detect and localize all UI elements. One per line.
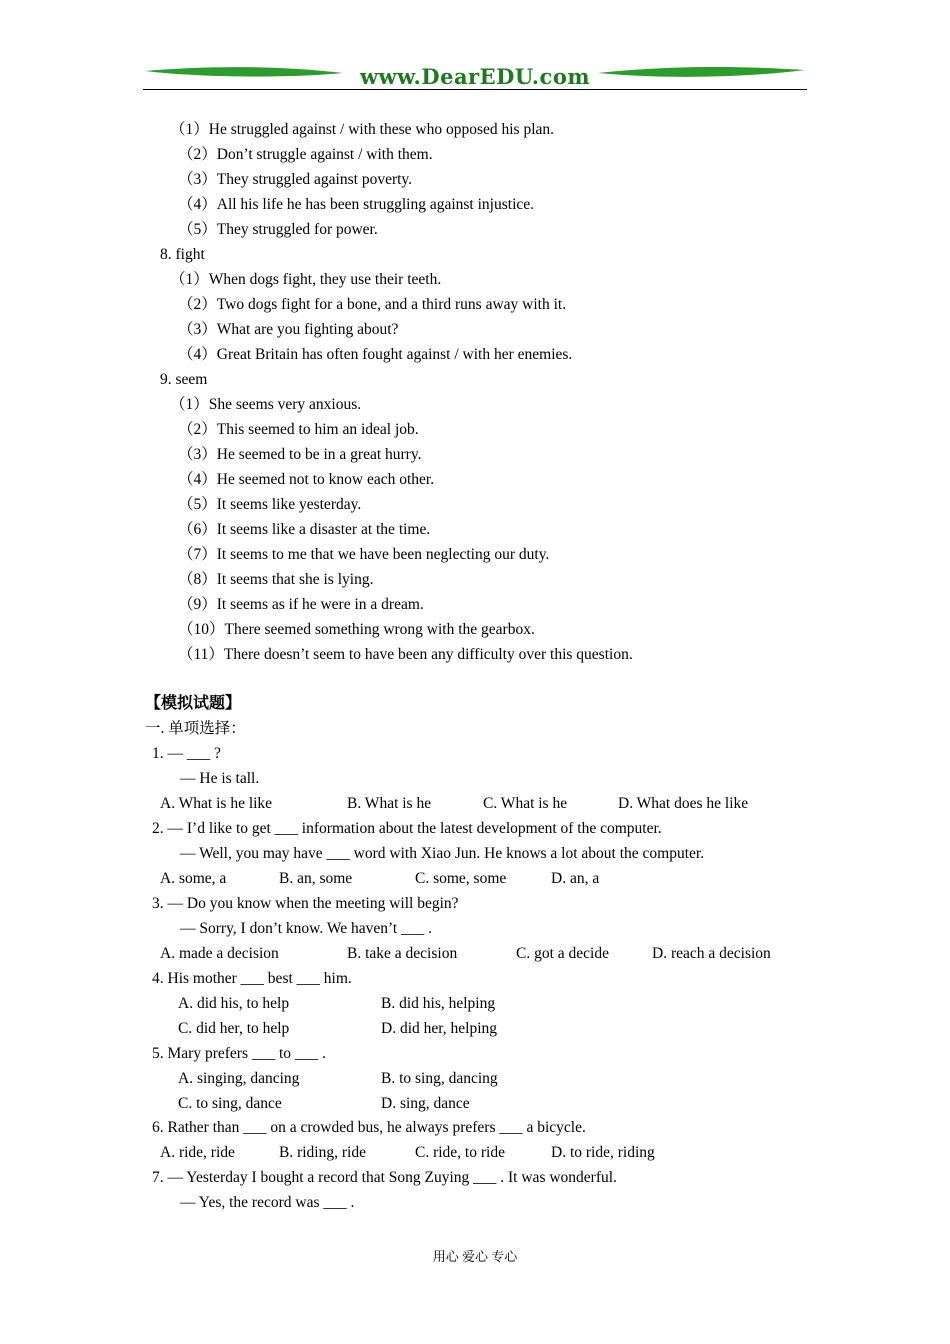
fight-example-1: （1）When dogs fight, they use their teeth. <box>170 271 442 288</box>
page-footer: 用心 爱心 专心 <box>432 1249 518 1264</box>
seem-title: 9. seem <box>160 371 208 388</box>
section-heading: 【模拟试题】 <box>145 695 242 712</box>
fight-title: 8. fight <box>160 246 205 263</box>
q2-option-a: A. some, a <box>160 870 227 887</box>
fight-example-4: （4）Great Britain has often fought against / with her enemies. <box>178 346 573 363</box>
page-header <box>143 62 807 92</box>
seem-example-11: （11）There doesn’t seem to have been any difficulty over this question. <box>178 646 633 663</box>
header-rule <box>143 89 807 90</box>
q7-stem: 7. — Yesterday I bought a record that Song Zuying ___ . It was wonderful. <box>152 1169 617 1186</box>
q1-option-b: B. What is he <box>347 795 432 812</box>
q6-option-b: B. riding, ride <box>279 1144 366 1161</box>
q3-option-d: D. reach a decision <box>652 945 771 962</box>
q4-option-b: B. did his, helping <box>381 995 496 1012</box>
q6-option-d: D. to ride, riding <box>551 1144 655 1161</box>
seem-example-5: （5）It seems like yesterday. <box>178 496 362 513</box>
q1-option-a: A. What is he like <box>160 795 273 812</box>
q4-stem: 4. His mother ___ best ___ him. <box>152 970 352 987</box>
fight-example-3: （3）What are you fighting about? <box>178 321 399 338</box>
q3-option-c: C. got a decide <box>516 945 609 962</box>
seem-example-10: （10）There seemed something wrong with the gearbox. <box>178 621 535 638</box>
q2-option-c: C. some, some <box>415 870 507 887</box>
q2-stem: 2. — I’d like to get ___ information about the latest development of the computer. <box>152 820 662 837</box>
q4-option-d: D. did her, helping <box>381 1020 498 1037</box>
q3-option-a: A. made a decision <box>160 945 279 962</box>
q5-option-d: D. sing, dance <box>381 1095 470 1112</box>
q3-reply: — Sorry, I don’t know. We haven’t ___ . <box>180 920 433 937</box>
q1-option-c: C. What is he <box>483 795 568 812</box>
q1-stem: 1. — ___ ? <box>152 745 221 762</box>
struggle-example-4: （4）All his life he has been struggling against injustice. <box>178 196 535 213</box>
q1-option-d: D. What does he like <box>618 795 749 812</box>
q4-option-c: C. did her, to help <box>178 1020 290 1037</box>
q6-option-a: A. ride, ride <box>160 1144 235 1161</box>
q1-reply: — He is tall. <box>180 770 260 787</box>
q5-option-c: C. to sing, dance <box>178 1095 282 1112</box>
seem-example-3: （3）He seemed to be in a great hurry. <box>178 446 422 463</box>
struggle-example-1: （1）He struggled against / with these who opposed his plan. <box>170 121 555 138</box>
seem-example-6: （6）It seems like a disaster at the time. <box>178 521 431 538</box>
seem-example-4: （4）He seemed not to know each other. <box>178 471 435 488</box>
seem-example-8: （8）It seems that she is lying. <box>178 571 374 588</box>
seem-example-2: （2）This seemed to him an ideal job. <box>178 421 419 438</box>
fight-example-2: （2）Two dogs fight for a bone, and a third runs away with it. <box>178 296 567 313</box>
seem-example-7: （7）It seems to me that we have been neglecting our duty. <box>178 546 550 563</box>
q2-reply: — Well, you may have ___ word with Xiao Jun. He knows a lot about the computer. <box>180 845 705 862</box>
q2-option-b: B. an, some <box>279 870 353 887</box>
q6-option-c: C. ride, to ride <box>415 1144 505 1161</box>
q5-stem: 5. Mary prefers ___ to ___ . <box>152 1045 326 1062</box>
struggle-example-3: （3）They struggled against poverty. <box>178 171 413 188</box>
q5-option-a: A. singing, dancing <box>178 1070 300 1087</box>
q2-option-d: D. an, a <box>551 870 600 887</box>
q3-option-b: B. take a decision <box>347 945 458 962</box>
q4-option-a: A. did his, to help <box>178 995 290 1012</box>
q5-option-b: B. to sing, dancing <box>381 1070 498 1087</box>
struggle-example-5: （5）They struggled for power. <box>178 221 378 238</box>
part-title: 一. 单项选择： <box>145 720 246 737</box>
struggle-example-2: （2）Don’t struggle against / with them. <box>178 146 433 163</box>
q3-stem: 3. — Do you know when the meeting will begin? <box>152 895 459 912</box>
seem-example-1: （1）She seems very anxious. <box>170 396 362 413</box>
seem-example-9: （9）It seems as if he were in a dream. <box>178 596 424 613</box>
q7-reply: — Yes, the record was ___ . <box>180 1194 355 1211</box>
q6-stem: 6. Rather than ___ on a crowded bus, he always prefers ___ a bicycle. <box>152 1119 586 1136</box>
site-logo-text: www.DearEDU.com <box>359 64 591 89</box>
